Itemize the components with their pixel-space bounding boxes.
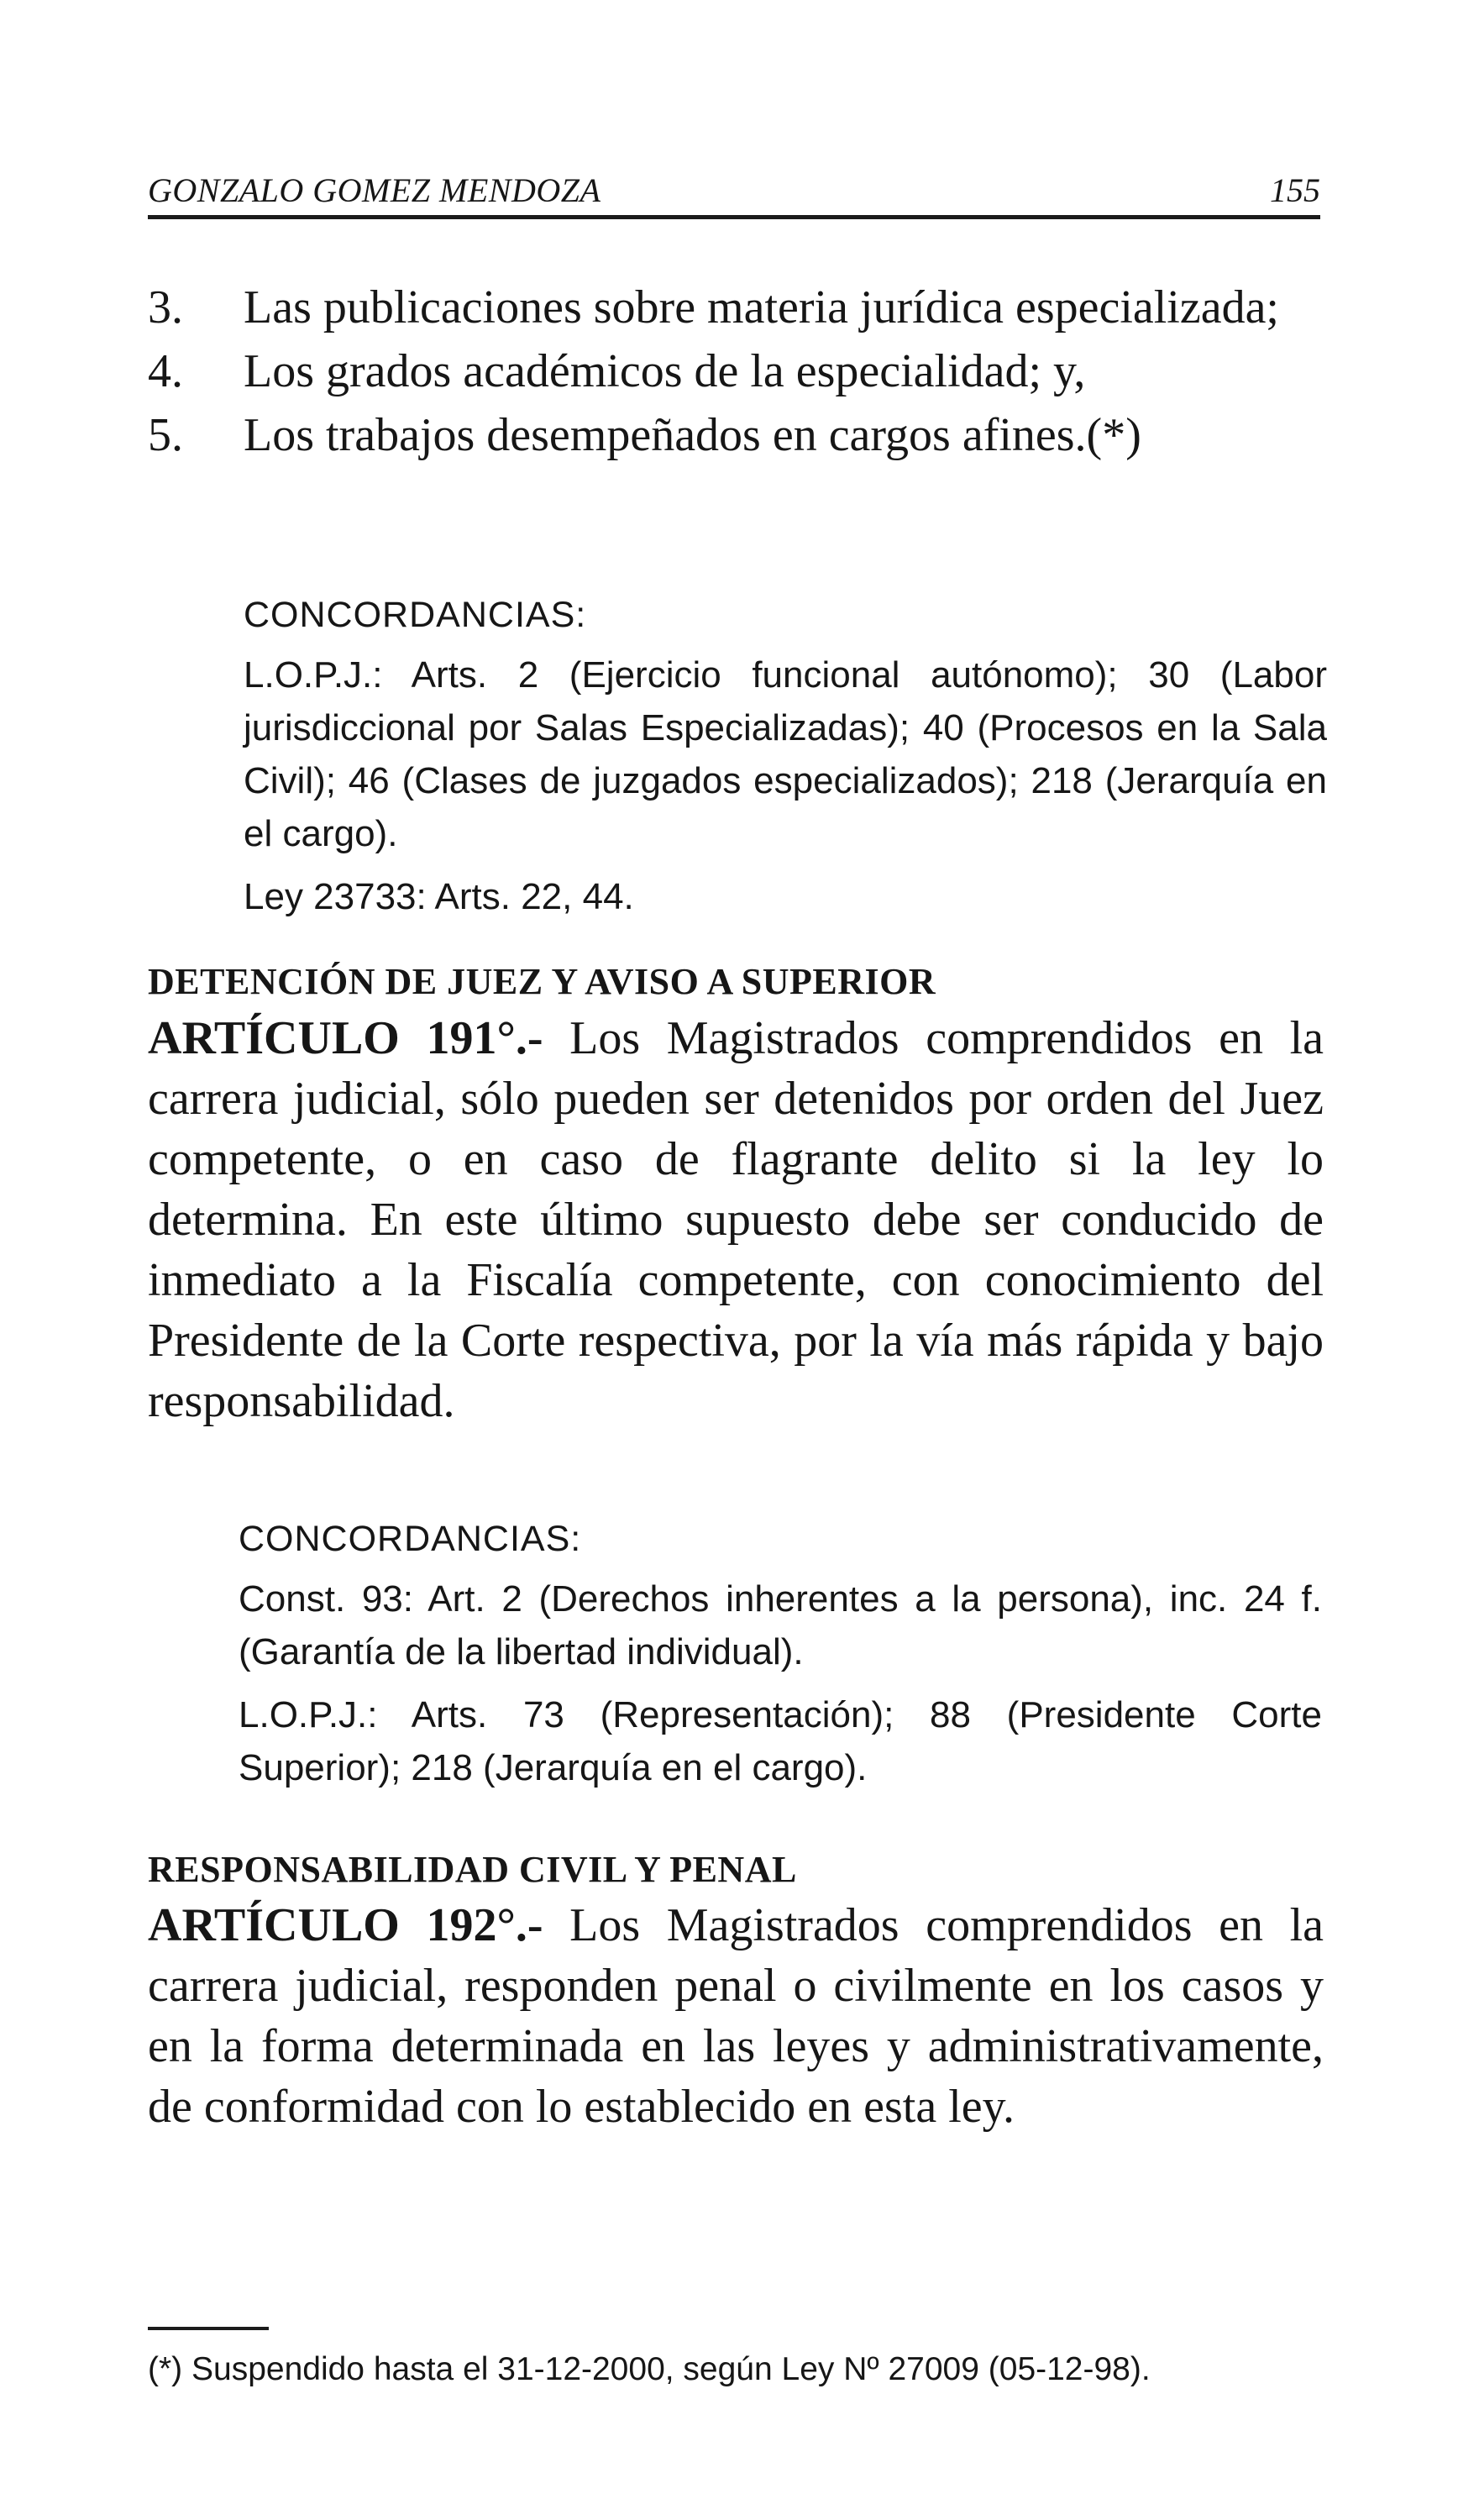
article-192 — [148, 1895, 1324, 2137]
concordancias-heading: CONCORDANCIAS: — [244, 595, 587, 635]
list-item-text: Los grados académicos de la especialidad; y, — [244, 345, 1086, 397]
list-item — [148, 405, 1324, 465]
list-item-number: 3. — [148, 281, 183, 333]
concordancia-line: L.O.P.J.: Arts. 2 (Ejercicio funcional autónomo); 30 (Labor jurisdiccional por Salas Especializadas); 40 (Procesos en la Sala Civil); 46 (Clases de juzgados especializados); 218 (Jerarquía en el cargo). — [244, 654, 1327, 854]
article-191-text: Los Magistrados comprendidos en la carrera judicial, sólo pueden ser detenidos por orden del Juez competente, o en caso de flagrante delito si la ley lo determina. En este último supuesto debe ser conducido de inmediato a la Fiscalía competente, con conocimiento del Presidente de la Corte respectiva, por la vía más rápida y bajo responsabilidad. — [148, 1012, 1324, 1427]
section-title-192: RESPONSABILIDAD CIVIL Y PENAL — [148, 1849, 797, 1890]
list-item-text: Las publicaciones sobre materia jurídica especializada; — [244, 281, 1279, 333]
running-header — [148, 165, 1320, 219]
criteria-list — [148, 277, 1324, 469]
list-item-number: 5. — [148, 409, 183, 461]
concordancias-block-2 — [239, 1517, 1322, 1804]
page-number: 155 — [1270, 171, 1320, 209]
concordancia-line: Ley 23733: Arts. 22, 44. — [244, 876, 634, 917]
concordancias-block-1 — [244, 593, 1327, 933]
list-item-number: 4. — [148, 345, 183, 397]
section-title-191: DETENCIÓN DE JUEZ Y AVISO A SUPERIOR — [148, 961, 936, 1002]
list-item-text: Los trabajos desempeñados en cargos afines.(*) — [244, 409, 1141, 461]
list-item — [148, 277, 1324, 338]
footnote-rule — [148, 2327, 269, 2330]
article-191 — [148, 1008, 1324, 1431]
article-191-label: ARTÍCULO 191°.- — [148, 1012, 543, 1064]
concordancias-heading: CONCORDANCIAS: — [239, 1519, 582, 1559]
concordancia-line: L.O.P.J.: Arts. 73 (Representación); 88 (Presidente Corte Superior); 218 (Jerarquía en el cargo). — [239, 1694, 1322, 1788]
concordancia-line: Const. 93: Art. 2 (Derechos inherentes a la persona), inc. 24 f.(Garantía de la libertad individual). — [239, 1578, 1322, 1672]
article-192-label: ARTÍCULO 192°.- — [148, 1899, 543, 1951]
footnote: (*) Suspendido hasta el 31-12-2000, según Ley Nº 27009 (05-12-98). — [148, 2351, 1151, 2387]
list-item — [148, 341, 1324, 402]
running-header-author: GONZALO GOMEZ MENDOZA — [148, 171, 601, 209]
article-192-text: Los Magistrados comprendidos en la carrera judicial, responden penal o civilmente en los casos y en la forma determinada en las leyes y administrativamente, de conformidad con lo establecido en esta ley. — [148, 1899, 1324, 2133]
